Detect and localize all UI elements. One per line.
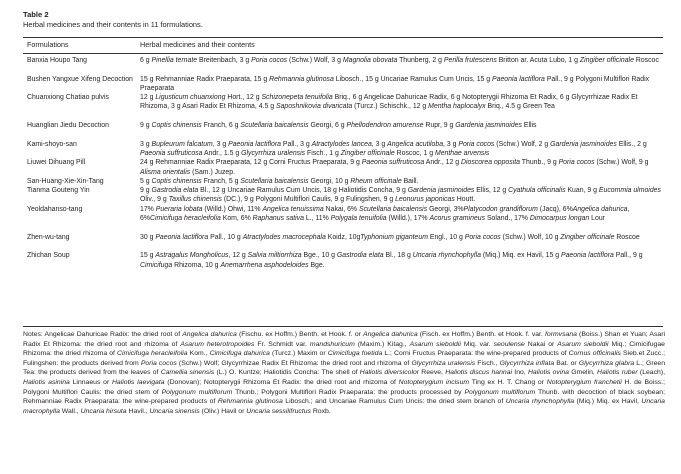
table-row <box>0 177 681 186</box>
species-name: Asarum sieboldii <box>409 340 461 348</box>
species-name: Uncaria macrophylla <box>23 398 665 415</box>
text-run: Britton ar. Acuta Lubo, 1 g <box>496 57 580 64</box>
species-name: Angelica dahurica <box>182 331 237 338</box>
table-notes <box>23 330 665 416</box>
text-run: Koidz, 10g <box>325 233 361 241</box>
text-run: Bat. or <box>554 359 579 367</box>
text-run: (Fischu. ex Hoffm.) Benth. et Hook. f. or <box>236 331 364 338</box>
text-run: Ellis., 2 g <box>616 140 647 148</box>
species-name: Gardenia jasminoides <box>407 187 475 195</box>
species-name: Notopterygium franchetii <box>546 378 622 386</box>
herbal-contents <box>140 75 666 94</box>
text-run: 15 g Rehmanniae Radix Praeparata, 15 g <box>140 75 270 83</box>
species-name: Mentha haplocalyx <box>428 103 486 111</box>
species-name: Uncaria hirsuta <box>80 407 127 415</box>
species-name: Bupleurum falcatum <box>151 140 213 148</box>
text-run: 3 g <box>140 140 152 148</box>
text-run: Kom., <box>187 350 210 358</box>
text-run: Nakai or <box>524 340 558 348</box>
species-name: Salvia miltiorrhiza <box>247 252 302 260</box>
text-run: L., 11% <box>303 215 331 223</box>
text-run: (Miq.) Miq. ex Havil, 15 g <box>480 252 561 260</box>
text-run: Ino, <box>512 369 528 377</box>
species-name: Atractylodes lancea <box>311 140 372 148</box>
species-name: Leonurus japonicas <box>395 196 455 204</box>
species-name: Haliotis ruber <box>597 369 638 377</box>
species-name: Uncaria sessilifructus <box>246 407 311 415</box>
text-run: Briq., 4.5 g Green Tea <box>485 103 555 111</box>
species-name: Pinellia ternate <box>151 57 198 64</box>
herbal-contents <box>140 93 666 112</box>
text-run: Miq.; Cimicifugae Rhizoma: the dried rhizoma of <box>23 340 665 358</box>
species-name: Dioscorea opposita <box>461 159 520 167</box>
text-run: 9 g <box>140 122 152 130</box>
species-name: Cimicifuga heracleifolia <box>149 215 221 223</box>
species-name: Polygala tenuifolia <box>330 215 387 223</box>
text-run: 5 g <box>140 177 152 185</box>
text-run: Linnaeus or <box>69 378 112 386</box>
text-run: Nakai, 6% <box>323 205 359 213</box>
table-row <box>0 56 681 75</box>
species-name: mandshuricum <box>309 340 355 348</box>
text-run: Havil., <box>126 407 150 415</box>
bottom-rule <box>23 326 663 327</box>
text-run: 15 g <box>140 252 156 260</box>
text-run: Notes: Angelicae Dahuricae Radix: the dried root of <box>23 331 183 338</box>
species-name: formvsana <box>544 331 577 338</box>
species-name: Coptis chinensis <box>151 122 202 130</box>
formulation-name: Banxia Houpo Tang <box>27 57 88 64</box>
text-run: Georgi, 10 g <box>308 177 351 185</box>
text-run: (Oliv.) Havil or <box>199 407 247 415</box>
text-run: Wall., <box>59 407 81 415</box>
herbal-contents <box>140 158 666 177</box>
species-name: Paeonia lactiflora <box>228 140 281 148</box>
text-run: Franch, 6 g <box>201 122 241 130</box>
text-run: (Turcz.) Maxim or <box>269 350 328 358</box>
text-run: 17% <box>140 205 156 213</box>
species-name: Poria cocos <box>464 233 501 241</box>
species-name: Asarum heterotropoides <box>180 340 255 348</box>
text-run: Ting ex H. T. Chang or <box>469 378 547 386</box>
text-run: (L.) O. Kuntze; Haliotidis Concha: The shell of <box>214 369 360 377</box>
text-run: (Willd.), 17% <box>386 215 430 223</box>
species-name: Glycyrrhiza uralensis <box>411 359 476 367</box>
text-run: (Schw.) Wolf, 3 g <box>287 57 343 64</box>
text-run: Thunb. with decoction of black soybean; Rehmanniae Radix Praeparata: the wine-prepared products of <box>23 388 666 406</box>
header-formulations: Formulations <box>27 40 69 49</box>
species-name: Glycyrrhiza glabra <box>578 359 635 367</box>
text-run: Thunb.; Polygoni Multiflori Radix Praeparata: the products processed by <box>232 388 465 396</box>
species-name: Haliotis ovina <box>527 369 569 377</box>
species-name: Schizonepeta tenuifolia <box>261 94 333 102</box>
formulation-name: Bushen Yangxue Xifeng Decoction <box>27 75 133 83</box>
text-run: Engl., 10 g <box>427 233 465 241</box>
species-name: Notopterygium incisum <box>398 378 470 386</box>
species-name: Zingiber officinale <box>340 149 395 157</box>
text-run: Briq., 6 g Angelicae Dahuricae Radix, 6 g Notopterygii Rhizoma Et Radix, 6 g Glycyrrhizae Radix Et Rhizoma, 3 g Asari Radix Et Rhizoma, 4.5 g <box>140 94 638 111</box>
text-run: (Miq.) Miq. ex Havil, <box>574 398 642 406</box>
species-name: Asarum sieboldii <box>557 340 609 348</box>
text-run: Pall., 3 g <box>280 140 312 148</box>
herbal-contents <box>140 205 666 224</box>
species-name: Perilla frutescens <box>443 57 497 64</box>
herbal-contents <box>140 186 666 205</box>
text-run: Ellis <box>521 122 537 130</box>
species-name: Paeonia lactiflora <box>560 252 614 260</box>
species-name: Coptis chinensis <box>151 177 202 185</box>
text-run: 12 g <box>140 94 156 102</box>
text-run: , 3 g <box>212 140 229 148</box>
text-run: Georgi, 6 g <box>308 122 347 130</box>
text-run: (Schw.) Wolf, 2 g <box>494 140 551 148</box>
text-run: Baill. <box>401 177 419 185</box>
table-caption: Herbal medicines and their contents in 11 formulations. <box>23 20 203 29</box>
species-name: Angelica dahurica <box>572 205 628 213</box>
species-name: Cornus officinalis <box>568 350 621 358</box>
text-run: 6 g <box>140 57 152 64</box>
text-run: Libosch., 15 g Uncariae Ramulus Cum Uncis, 15 g <box>333 75 493 83</box>
text-run: Kuan, 9 g <box>565 187 599 195</box>
species-name: Gastrodia elata <box>151 187 199 195</box>
species-name: Dimocarpus longan <box>529 215 590 223</box>
text-run: Andr., 1.5 g <box>202 149 242 157</box>
formulation-name: Liuwei Dihuang Pill <box>27 159 86 167</box>
text-run: (Maxim.) Kitag., <box>354 340 410 348</box>
text-run: Libosch.; and Uncariae Ramulus Cum Uncis: the dried stem branch of <box>282 398 506 406</box>
species-name: Haliotis diversicolor <box>359 369 420 377</box>
species-name: Paeonia lactiflora <box>155 233 209 241</box>
text-run: (Donovan); Notopterygii Rhizoma Et Radix: the dried root and rhizoma of <box>164 378 399 386</box>
text-run: Rhizoma, 10 g <box>172 261 221 269</box>
formulation-name: Chuanxiong Chatiao pulvis <box>27 94 109 102</box>
species-name: Gardenia jasminoides <box>550 140 617 148</box>
species-name: Poria cocos <box>251 57 288 64</box>
text-run: Lour <box>589 215 605 223</box>
table-row <box>0 251 681 270</box>
species-name: Astragalus Mongholicus <box>155 252 229 260</box>
species-name: seoulense <box>493 340 525 348</box>
species-name: Eucommia ulmoides <box>598 187 661 195</box>
table-row <box>0 140 681 159</box>
species-name: Uncaria sinensis <box>149 407 200 415</box>
species-name: Rehmannia glutinosa <box>217 398 283 406</box>
species-name: Platycodon grandiflorum <box>463 205 538 213</box>
table-row <box>0 75 681 94</box>
species-name: Alisma orientalis <box>140 168 191 176</box>
species-name: Cyathula officinalis <box>508 187 566 195</box>
species-name: Cimicifuga foetida <box>327 350 383 358</box>
species-name: Phellodendron amurense <box>346 122 424 130</box>
text-run: (DC.), 9 g Polygoni Multiflori Caulis, 9 g Fulingshen, 9 g <box>221 196 396 204</box>
text-run: Hort., 12 g <box>225 94 262 102</box>
text-run: Sieb.et Zucc.; Fulingshen: the products derived from <box>23 350 665 367</box>
text-run: Houtt. <box>454 196 476 204</box>
species-name: Haliotis discus hannai <box>445 369 513 377</box>
species-name: Angelica tenuissima <box>262 205 324 213</box>
text-run: (Leach), <box>637 369 666 377</box>
table-row <box>0 233 681 252</box>
species-name: Polygonum multiflorum <box>464 388 536 396</box>
text-run: Franch, 5 g <box>201 177 241 185</box>
text-run: Breitenbach, 3 g <box>197 57 252 64</box>
text-run: Bl., 18 g <box>383 252 413 260</box>
text-run: Bge., 10 g <box>301 252 337 260</box>
text-run: Gmelin, <box>568 369 598 377</box>
species-name: Polygonum multiflorum <box>161 388 233 396</box>
text-run: (Boiss.) Shan et Yuan; Asari Radix Et Rhizoma: the dried root and rhizoma of <box>23 331 666 348</box>
text-run: (Fisch. ex Hoffm.) Benth. et Hook. f. var. <box>417 331 545 338</box>
table-row <box>0 158 681 177</box>
species-name: Uncaria rhynchophylla <box>412 252 481 260</box>
text-run: Rupr, 9 g <box>423 122 456 130</box>
species-name: Rehmannia glutinosa <box>269 75 334 83</box>
header-contents: Herbal medicines and their contents <box>140 40 255 49</box>
text-run: L.; Green Tea: the products derived from the leaves of <box>23 359 666 377</box>
text-run: Fisch., 1 g <box>305 149 341 157</box>
table-row <box>0 205 681 233</box>
species-name: Poria cocos <box>558 159 595 167</box>
text-run: (Sam.) Juzep. <box>190 168 235 176</box>
species-name: Glycyrrhiza inflata <box>499 359 555 367</box>
table-row <box>0 93 681 121</box>
species-name: Zingiber officinale <box>579 57 634 64</box>
species-name: Paeonia lactiflora <box>492 75 545 83</box>
text-run: Roscoc <box>633 57 659 64</box>
herbal-contents <box>140 233 666 242</box>
text-run: Reeve, <box>419 369 446 377</box>
table-header <box>0 39 681 51</box>
species-name: Cimicifuga <box>140 261 173 269</box>
text-run: , 3 g <box>371 140 388 148</box>
text-run: Roscoe <box>614 233 640 241</box>
text-run: 24 g Rehmanniae Radix Praeparata, 12 g Corni Fructus Praeparata, 9 g <box>140 159 362 167</box>
text-run: Fisch., <box>475 359 500 367</box>
species-name: Menthae arvensis <box>434 149 490 157</box>
species-name: Typhonium giganteum <box>360 233 428 241</box>
species-name: Taxillus chinensis <box>168 196 222 204</box>
species-name: Paeonia suffruticosa <box>140 149 203 157</box>
species-name: Cimicifuga heracleifolia <box>117 350 188 358</box>
header-rule <box>23 53 663 54</box>
species-name: Rheum officinale <box>350 177 402 185</box>
text-run: (Schw.) Wolf; Glycyrrhizae Radix Et Rhizoma: the dried root and rhizoma of <box>176 359 412 367</box>
species-name: Uncaria rhynchophylla <box>505 398 575 406</box>
text-run: Kom, 6% <box>220 215 253 223</box>
text-run: 9 g <box>140 187 152 195</box>
species-name: Ligusticum chuanxiong <box>155 94 226 102</box>
species-name: Scutellaria baicalensis <box>358 205 428 213</box>
species-name: Pueraria lobata <box>155 205 203 213</box>
species-name: Scutellaria baicalensis <box>240 122 309 130</box>
text-run: 30 g <box>140 233 156 241</box>
species-name: Camellia sinensis <box>160 369 215 377</box>
table-body <box>0 56 681 270</box>
species-name: Raphanus sativa <box>252 215 304 223</box>
species-name: Poria cocos <box>458 140 495 148</box>
table-row <box>0 186 681 205</box>
text-run: (Jacq), 6% <box>537 205 573 213</box>
species-name: Haliotis laevigata <box>111 378 165 386</box>
formulation-name: Zhichan Soup <box>27 252 70 260</box>
text-run: Pall., 9 g <box>613 252 643 260</box>
species-name: Anemarrhena asphodeloides <box>220 261 309 269</box>
text-run: , 3 g <box>443 140 459 148</box>
text-run: Soland., 17% <box>485 215 530 223</box>
herbal-contents <box>140 121 666 130</box>
text-run: (Schw.) Wolf, 10 g <box>500 233 561 241</box>
species-name: Atractylodes macrocephala <box>242 233 326 241</box>
species-name: Angelica dahurica <box>363 331 418 338</box>
formulation-name: San-Huang-Xie-Xin-Tang <box>27 177 104 185</box>
text-run: (Willd.) Ohwi, 11% <box>202 205 263 213</box>
text-run: Fr. Schmidt var. <box>254 340 310 348</box>
species-name: Gardenia jasminoides <box>455 122 522 130</box>
formulation-name: Zhen-wu-tang <box>27 233 70 241</box>
herbal-contents <box>140 177 666 186</box>
species-name: Scutellaria baicalensis <box>240 177 309 185</box>
species-name: Glycyrrhiza uralensis <box>241 149 306 157</box>
text-run: Ellis, 12 g <box>474 187 509 195</box>
text-run: Bl., 12 g Uncariae Ramulus Cum Uncis, 18 g Haliotidis Concha, 9 g <box>198 187 408 195</box>
table-title: Table 2 <box>23 10 49 19</box>
text-run: Roxb. <box>310 407 331 415</box>
species-name: Cimicifuga dahurica <box>209 350 270 358</box>
species-name: Haliotis asinina <box>23 378 70 386</box>
species-name: Paeonia suffruticosa <box>361 159 425 167</box>
text-run: H. de Boiss.; Polygoni Multiflori Caulis: the dried stem of <box>23 378 665 396</box>
text-run: , 12 g <box>228 252 248 260</box>
species-name: Gastrodia elata <box>336 252 384 260</box>
text-run: , 6% <box>140 205 630 223</box>
herbal-contents <box>140 56 666 65</box>
species-name: Magnolia obovata <box>342 57 398 64</box>
species-name: Saposhnikovia divaricata <box>275 103 353 111</box>
species-name: Zingiber officinale <box>560 233 615 241</box>
species-name: Acorus gramineus <box>429 215 486 223</box>
top-rule <box>23 37 663 38</box>
text-run: Roscoc, 1 g <box>394 149 435 157</box>
herbal-contents <box>140 251 666 270</box>
species-name: Angelica acutiloba <box>387 140 444 148</box>
species-name: Poria cocos <box>140 359 177 367</box>
table-row <box>0 121 681 140</box>
formulation-name: Yeoldahanso-tang <box>27 205 83 213</box>
formulation-name: Huanglian Jiedu Decoction <box>27 122 109 130</box>
text-run: Bge. <box>308 261 325 269</box>
herbal-contents <box>140 140 666 159</box>
text-run: (Turcz.) Schischk., 12 g <box>352 103 429 111</box>
formulation-name: Tianma Gouteng Yin <box>27 187 90 195</box>
formulation-name: Kami-shoyo-san <box>27 140 77 148</box>
text-run: (Schw.) Wolf, 9 g <box>594 159 649 167</box>
text-run: Thunberg, 2 g <box>397 57 444 64</box>
text-run: Andr., 12 g <box>424 159 461 167</box>
text-run: Pall., 10 g <box>208 233 243 241</box>
text-run: Oliv., 9 g <box>140 196 169 204</box>
text-run: Miq. var. <box>460 340 494 348</box>
text-run: L.; Corni Fructus Praeparata: the wine-prepared products of <box>382 350 569 358</box>
text-run: Georgi, 3% <box>427 205 464 213</box>
text-run: Pall., 9 g Polygoni Multiflori Radix Praeparata <box>140 75 650 92</box>
text-run: Thunb., 9 g <box>520 159 559 167</box>
